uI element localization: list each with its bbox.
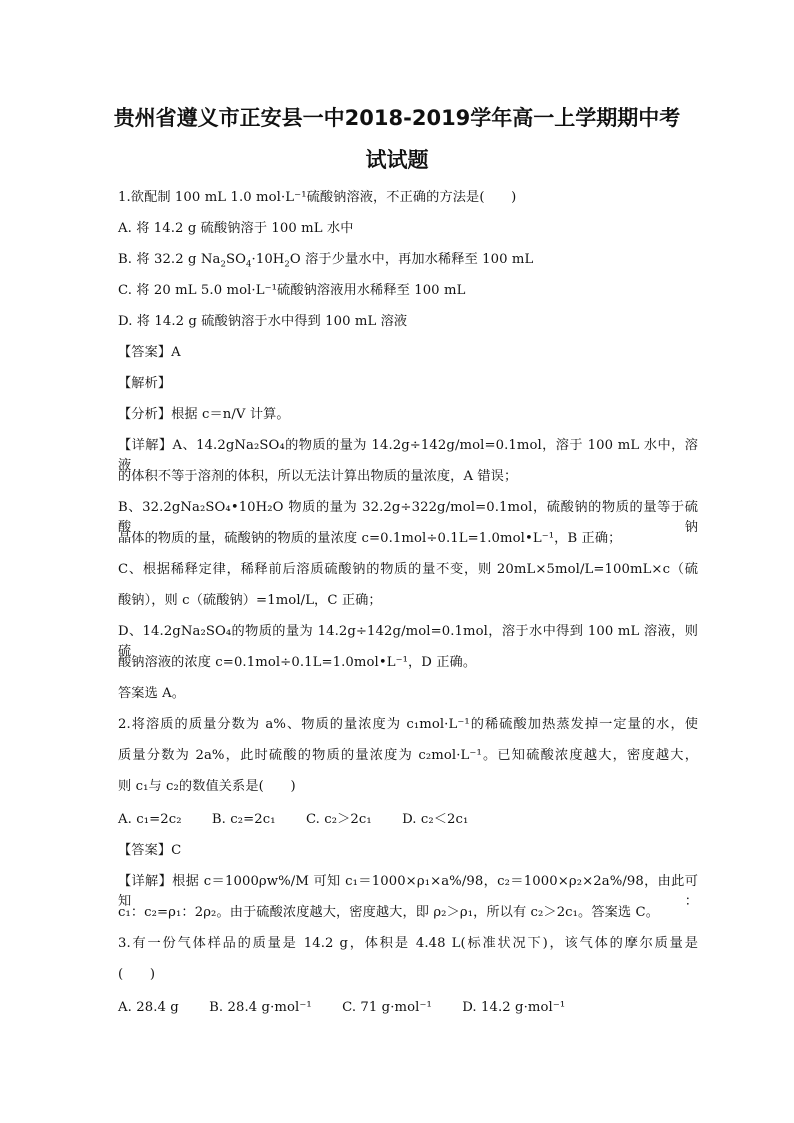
q2-answer: 【答案】C [118, 843, 182, 858]
q2-option-d: D. c₂＜2c₁ [402, 812, 469, 827]
q1-stem: 1.欲配制 100 mL 1.0 mol·L⁻¹硫酸钠溶液，不正确的方法是( ) [118, 190, 517, 205]
q1-analysis-summary: 【分析】根据 c＝n/V 计算。 [118, 407, 290, 422]
q1-detail-a-line-2: 的体积不等于溶剂的体积，所以无法计算出物质的量浓度，A 错误； [118, 469, 518, 484]
page-title-line-2: 试试题 [365, 148, 429, 172]
q2-option-b: B. c₂=2c₁ [211, 812, 276, 827]
q1-detail-d-line-2: 酸钠溶液的浓度 c=0.1mol÷0.1L=1.0mol•L⁻¹，D 正确。 [118, 655, 477, 670]
q2-stem-line-3: 则 c₁与 c₂的数值关系是( ) [118, 779, 296, 794]
q1-detail-b-line-1: B、32.2gNa₂SO₄•10H₂O 物质的量为 32.2g÷322g/mol=0.1mol，硫酸钠的物质的量等于硫酸钠 [118, 500, 698, 535]
q3-option-a: A. 28.4 g [118, 1000, 179, 1015]
q1-detail-d-line-1: D、14.2gNa₂SO₄的物质的量为 14.2g÷142g/mol=0.1mol，溶于水中得到 100 mL 溶液，则硫 [118, 624, 698, 659]
q3-option-c: C. 71 g·mol⁻¹ [342, 1000, 432, 1015]
q3-option-d: D. 14.2 g·mol⁻¹ [462, 1000, 566, 1015]
q2-stem-line-1: 2.将溶质的质量分数为 a%、物质的量浓度为 c₁mol·L⁻¹的稀硫酸加热蒸发掉一定量的水，使 [118, 717, 698, 732]
q2-stem-line-2: 质量分数为 2a%，此时硫酸的物质的量浓度为 c₂mol·L⁻¹。已知硫酸浓度越大，密度越大， [118, 748, 698, 763]
q2-option-c: C. c₂＞2c₁ [305, 812, 372, 827]
q1-detail-a-line-1: 【详解】A、14.2gNa₂SO₄的物质的量为 14.2g÷142g/mol=0.1mol，溶于 100 mL 水中，溶液 [118, 438, 698, 473]
q1-detail-c-line-2: 酸钠），则 c（硫酸钠）=1mol/L，C 正确； [118, 593, 382, 608]
page-title-line-1: 贵州省遵义市正安县一中2018-2019学年高一上学期期中考 [113, 106, 681, 130]
q3-options [118, 998, 698, 1018]
q2-option-a: A. c₁=2c₂ [118, 812, 182, 827]
q2-detail-line-1: 【详解】根据 c＝1000ρw%/M 可知 c₁＝1000×ρ₁×a%/98，c₂＝1000×ρ₂×2a%/98，由此可知： [118, 874, 698, 909]
q1-final-choice: 答案选 A。 [118, 686, 186, 701]
q1-option-a: A. 将 14.2 g 硫酸钠溶于 100 mL 水中 [118, 221, 354, 236]
q1-detail-b-line-2: 晶体的物质的量，硫酸钠的物质的量浓度 c=0.1mol÷0.1L=1.0mol•L⁻¹，B 正确； [118, 531, 622, 546]
q3-stem-line-1: 3.有一份气体样品的质量是 14.2 g，体积是 4.48 L(标准状况下)，该气体的摩尔质量是 [118, 936, 698, 951]
q1-option-c: C. 将 20 mL 5.0 mol·L⁻¹硫酸钠溶液用水稀释至 100 mL [118, 283, 466, 298]
q3-option-b: B. 28.4 g·mol⁻¹ [209, 1000, 312, 1015]
q3-stem-line-2: ( ) [118, 967, 156, 982]
q2-detail-line-2: c₁：c₂=ρ₁：2ρ₂。由于硫酸浓度越大，密度越大，即 ρ₂＞ρ₁，所以有 c₂＞2c₁。答案选 C。 [118, 905, 659, 920]
q1-option-d: D. 将 14.2 g 硫酸钠溶于水中得到 100 mL 溶液 [118, 314, 408, 329]
q1-option-b: B. 将 32.2 g $Na_2SO_4\cdot 10H_2O$ 溶于少量水中，再加水稀释至 100 mL [118, 252, 534, 270]
q2-options [118, 810, 698, 830]
q1-analysis-heading: 【解析】 [118, 376, 172, 391]
q1-answer: 【答案】A [118, 345, 181, 360]
q1-detail-c-line-1: C、根据稀释定律，稀释前后溶质硫酸钠的物质的量不变，则 20mL×5mol/L=100mL×c（硫 [118, 562, 698, 577]
